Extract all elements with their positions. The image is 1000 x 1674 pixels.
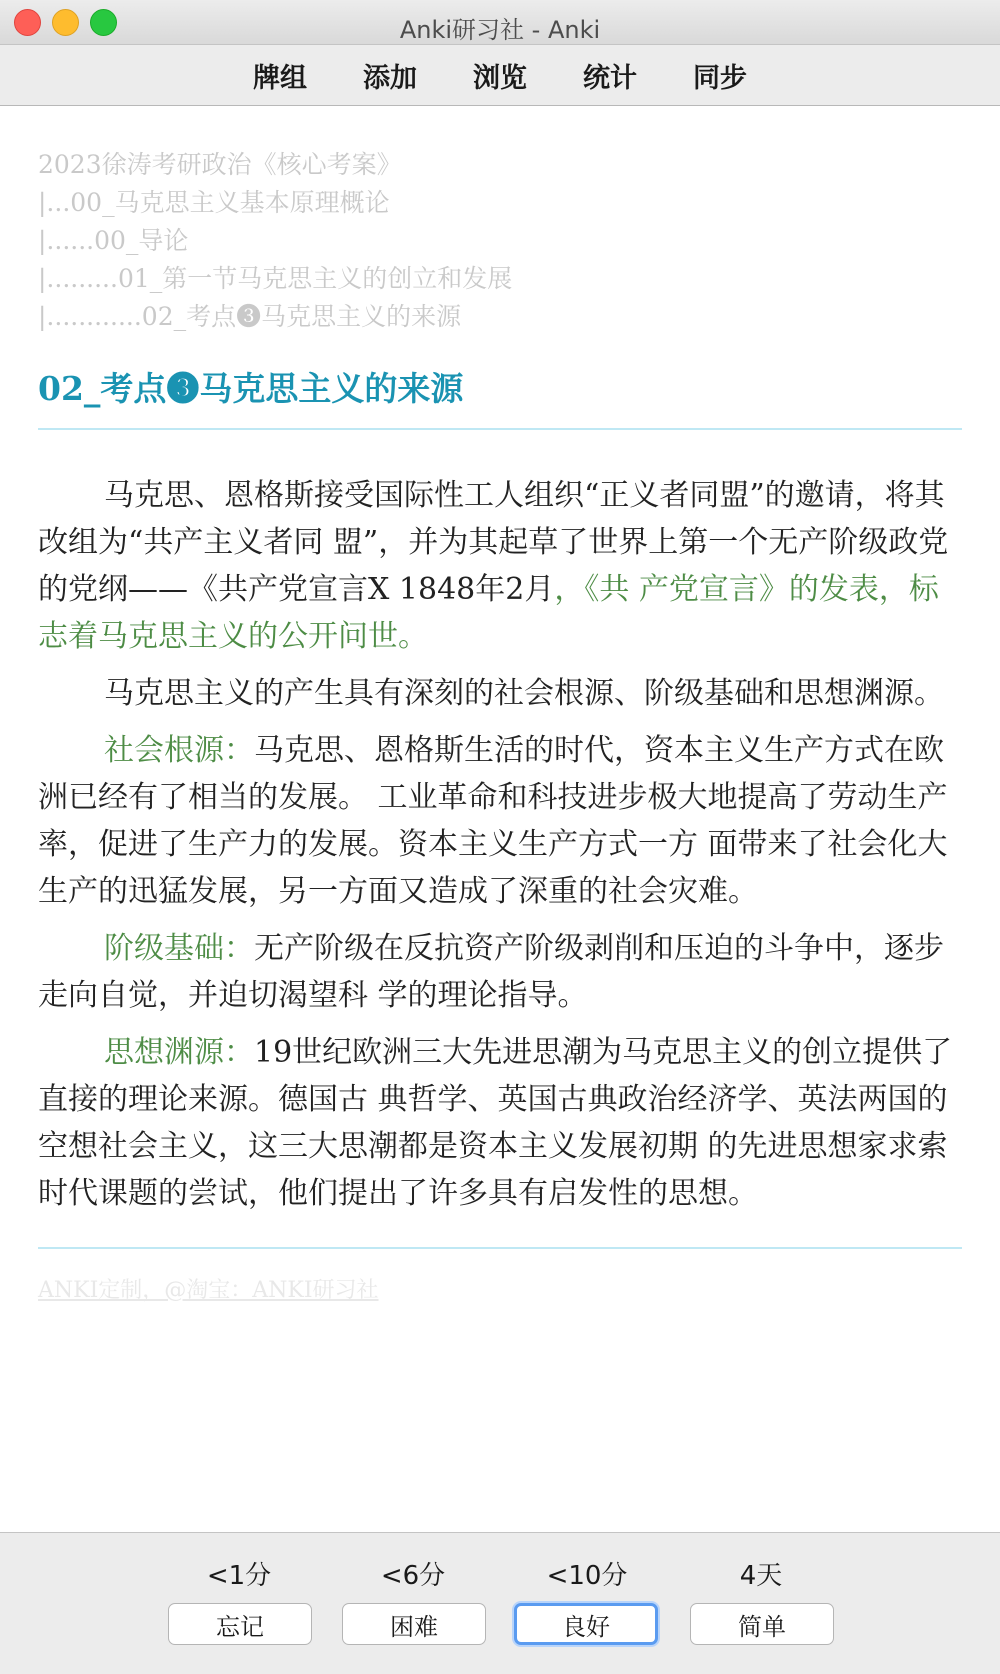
- paragraph-text: 马克思、恩格斯生活的时代，资本主义生产方式在欧洲已经有了相当的发展。 工业革命和科技进步极大地提高了劳动生产率，促进了生产力的发展。资本主义生产方式一方 面带来了社会化大生产的迅猛发展，另一方面又造成了深重的社会灾难。: [38, 733, 948, 909]
- toolbar-browse[interactable]: 浏览: [473, 62, 527, 94]
- watermark-link[interactable]: ANKI定制，@淘宝：ANKI研习社: [38, 1278, 379, 1303]
- toolbar-stats[interactable]: 统计: [583, 62, 637, 94]
- interval-hard: <6分: [380, 1561, 446, 1591]
- easy-button[interactable]: 简单: [690, 1603, 834, 1645]
- breadcrumb-item: 2023徐涛考研政治《核心考案》: [38, 150, 402, 179]
- breadcrumb: [38, 146, 962, 336]
- card-heading: 02_考点❸马克思主义的来源: [38, 364, 962, 430]
- again-button[interactable]: 忘记: [168, 1603, 312, 1645]
- main-toolbar: [0, 45, 1000, 106]
- interval-easy: 4天: [739, 1561, 783, 1591]
- paragraph-text: 无产阶级在反抗资产阶级剥削和压迫的斗争中，逐步走向自觉，并迫切渴望科 学的理论指导。: [38, 931, 944, 1013]
- interval-good: <10分: [546, 1561, 628, 1591]
- paragraph-social-roots: [38, 727, 962, 915]
- paragraph-class-basis: [38, 925, 962, 1019]
- good-button[interactable]: 良好: [514, 1603, 658, 1645]
- paragraph-manifesto: [38, 472, 962, 660]
- card-content: [38, 106, 962, 1304]
- paragraph-text: 马克思、恩格斯接受国际性工人组织“正义者同盟”的邀请，将其改组为“共产主义者同 盟”，并为其起草了世界上第一个无产阶级政党的党纲——《共产党宣言X 1848年2月: [38, 478, 949, 607]
- toolbar-add[interactable]: 添加: [363, 62, 417, 94]
- paragraph-text: 19世纪欧洲三大先进思潮为马克思主义的创立提供了直接的理论来源。德国古 典哲学、英国古典政治经济学、英法两国的空想社会主义，这三大思潮都是资本主义发展初期 的先进思想家求索时代课题的尝试，他们提出了许多具有启发性的思想。: [38, 1035, 953, 1211]
- breadcrumb-item: |............02_考点❸马克思主义的来源: [38, 302, 462, 331]
- section-label: 思想渊源：: [104, 1035, 254, 1070]
- toolbar-decks[interactable]: 牌组: [253, 62, 307, 94]
- breadcrumb-item: |...00_马克思主义基本原理概论: [38, 188, 390, 217]
- section-label: 社会根源：: [104, 733, 254, 768]
- card-body: [38, 472, 962, 1217]
- hard-button[interactable]: 困难: [342, 1603, 486, 1645]
- highlight-text: ，《共 产党宣言》的发表，标志着马克思主义的公开问世。: [38, 572, 939, 654]
- breadcrumb-item: |......00_导论: [38, 226, 189, 255]
- paragraph-ideological-sources: [38, 1029, 962, 1217]
- window-title: Anki研习社 - Anki: [399, 16, 601, 44]
- title-bar: [0, 0, 1000, 45]
- divider: [38, 1247, 962, 1249]
- section-label: 阶级基础：: [104, 931, 254, 966]
- paragraph-origins: 马克思主义的产生具有深刻的社会根源、阶级基础和思想渊源。: [104, 676, 944, 711]
- breadcrumb-item: |.........01_第一节马克思主义的创立和发展: [38, 264, 513, 293]
- answer-bar: [0, 1532, 1000, 1674]
- interval-again: <1分: [206, 1561, 272, 1591]
- toolbar-sync[interactable]: 同步: [693, 62, 747, 94]
